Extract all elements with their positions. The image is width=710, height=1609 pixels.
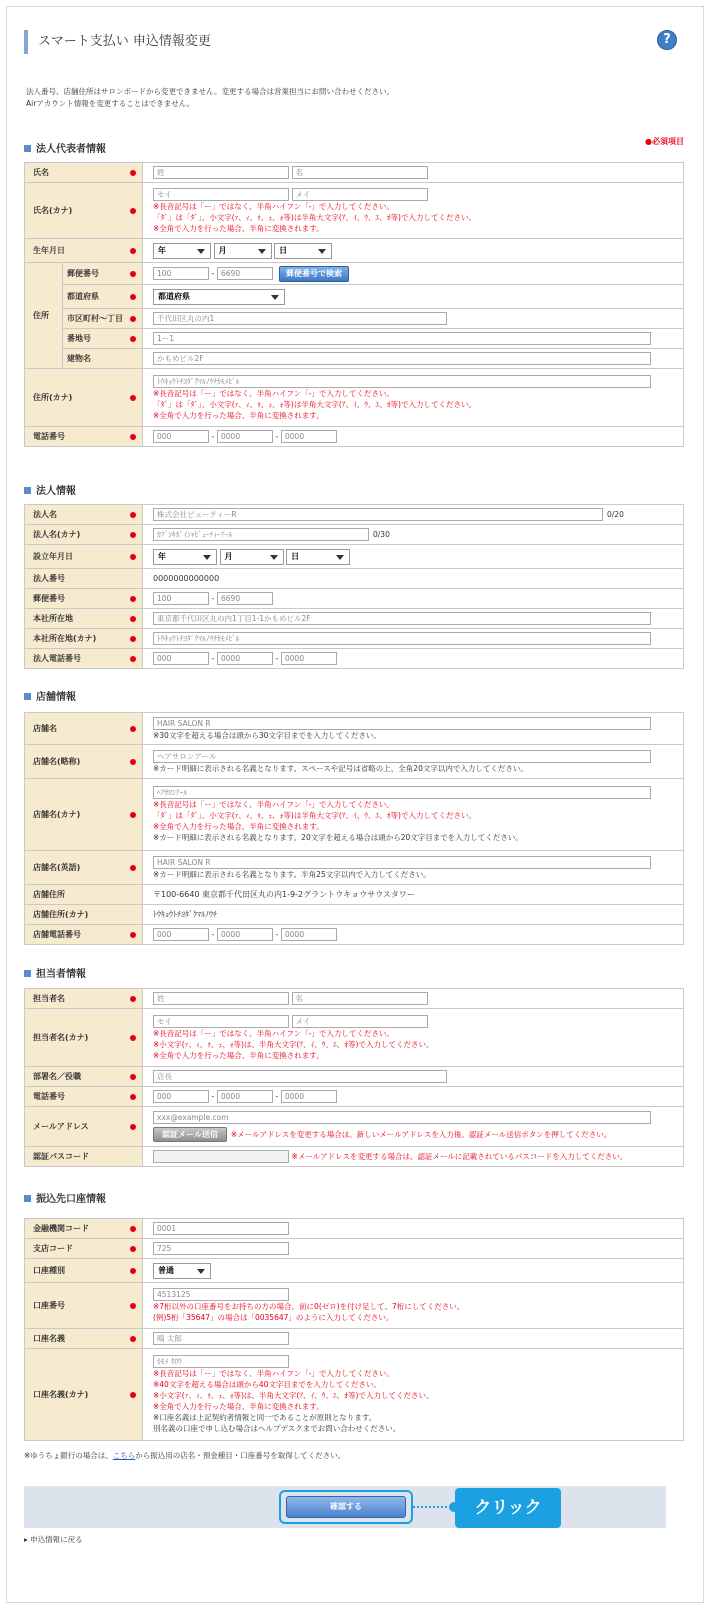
required-dot — [130, 726, 136, 732]
corp-name-input[interactable]: 株式会社ビューティーR — [153, 508, 603, 521]
kana-note: 「ﾀﾞ」は「ﾀﾞ」、小文字(ｧ、ｨ、ｩ、ｪ、ｫ等)は半角大文字(ｱ、ｲ、ｳ、ｴ、ｵ等)で入力してください。 — [153, 399, 476, 409]
confirm-button[interactable]: 確認する — [286, 1496, 406, 1518]
branch-code-input[interactable]: 725 — [153, 1242, 289, 1255]
yucho-footnote: ※ゆうちょ銀行の場合は、こちらから振込用の店名・預金種目・口座番号を取得してください。 — [24, 1451, 346, 1460]
label-branch: 支店コード — [25, 1239, 143, 1259]
last-name-kana-input[interactable]: セイ — [153, 188, 289, 201]
label-corp-phone: 法人電話番号 — [25, 649, 143, 669]
required-dot — [130, 759, 136, 765]
store-phone1-input[interactable]: 000 — [153, 928, 209, 941]
label-holder-kana: 口座名義(カナ) — [25, 1349, 143, 1441]
bldg-input[interactable]: かもめビル2F — [153, 352, 651, 365]
page-notice — [26, 86, 686, 110]
dept-input[interactable]: 店長 — [153, 1070, 447, 1083]
corp-zip1-input[interactable]: 100 — [153, 592, 209, 605]
required-dot — [130, 656, 136, 662]
block-input[interactable]: 1ー1 — [153, 332, 651, 345]
label-hq: 本社所在地 — [25, 609, 143, 629]
section-title-corp-rep: 法人代表者情報 — [24, 142, 106, 158]
zip2-input[interactable]: 6690 — [217, 267, 273, 280]
label-store-phone: 店舗電話番号 — [25, 925, 143, 945]
mail-input[interactable]: xxx@example.com — [153, 1111, 651, 1124]
store-kana-input[interactable]: ﾍｱｻﾛﾝｱｰﾙ — [153, 786, 651, 799]
staff-phone3-input[interactable]: 0000 — [281, 1090, 337, 1103]
required-dot — [130, 932, 136, 938]
label-est: 設立年月日 — [25, 545, 143, 569]
birth-year-select[interactable]: 年 — [153, 243, 211, 259]
first-name-kana-input[interactable]: メイ — [292, 188, 428, 201]
label-corp-zip: 郵便番号 — [25, 589, 143, 609]
kana-note: ※全角で入力を行った場合、半角に変換されます。 — [153, 410, 324, 420]
label-name-kana: 氏名(カナ) — [25, 183, 143, 239]
label-inst: 金融機関コード — [25, 1219, 143, 1239]
label-corp-kana: 法人名(カナ) — [25, 525, 143, 545]
label-acct-type: 口座種別 — [25, 1259, 143, 1283]
required-dot — [130, 865, 136, 871]
required-dot — [130, 395, 136, 401]
kana-note: ※全角で入力を行った場合、半角に変換されます。 — [153, 223, 324, 233]
holder-note: 別名義の口座で申し込む場合はヘルプデスクまでお問い合わせください。 — [153, 1424, 401, 1433]
store-addr-kana-value: ﾄｳｷｮｳﾄﾁﾖﾀﾞｸﾏﾙﾉｳﾁ — [153, 910, 217, 919]
required-dot — [130, 1226, 136, 1232]
required-dot — [130, 512, 136, 518]
section-title-bank: 振込先口座情報 — [24, 1192, 106, 1208]
store-name-input[interactable]: HAIR SALON R — [153, 717, 651, 730]
label-block: 番地号 — [63, 329, 143, 349]
last-name-input[interactable]: 姓 — [153, 166, 289, 179]
required-dot — [130, 208, 136, 214]
birth-month-select[interactable]: 月 — [214, 243, 272, 259]
section-title-store: 店舗情報 — [24, 690, 76, 706]
kana-note: ※小文字(ｧ、ｨ、ｩ、ｪ、ｫ等)は、半角大文字(ｱ、ｲ、ｳ、ｴ、ｵ等)で入力してください。 — [153, 1039, 434, 1049]
required-dot — [130, 554, 136, 560]
acct-note: ※7桁以外の口座番号をお持ちの方の場合、前に0(ゼロ)を付け足して、7桁にしてください。 — [153, 1302, 465, 1311]
notice-line: 法人番号、店舗住所はサロンボードから変更できません。変更する場合は営業担当にお問い合わせください。 — [26, 87, 394, 96]
store-name-note: ※30文字を超える場合は頭から30文字目までを入力してください。 — [153, 730, 381, 740]
staff-table: 担当者名 姓 名 担当者名(カナ) セイ メイ ※長音記号は「ー」ではなく、半角ハイフン「-」で入力してください。 ※小文字(ｧ、ｨ、ｩ、ｪ、ｫ等)は、半角大文字(ｱ、ｲ、ｳ、ｴ、ｵ等)で入力してください。 ※全角で入力を行った場合、半角に変換されます。 部署名／役職 店長 電話番号 000 - 0000 - 0000 メールアドレス xxx@example.com 認証メール送信 ※メールアドレスを変更する場合は、新しいメールアドレスを入力後、認証メール送信ボタンを押してください。 認証パスコード ※メールアドレスを変更する場合は、認証メールに記載されているパスコードを入力してください。 — [24, 988, 684, 1167]
store-table: 店舗名 HAIR SALON R ※30文字を超える場合は頭から30文字目までを入力してください。 店舗名(略称) ヘアサロンアール ※カード明細に表示される名義となります。スペースや記号は省略の上、全角20文字以内で入力してください。 店舗名(カナ) ﾍｱｻﾛﾝｱｰﾙ ※長音記号は「ー」ではなく、半角ハイフン「-」で入力してください。 「ﾀﾞ」は「ﾀﾞ」、小文字(ｧ、ｨ、ｩ、ｪ、ｫ等)は半角大文字(ｱ、ｲ、ｳ、ｴ、ｵ等)で入力してください。 ※全角で入力を行った場合、半角に変換されます。 ※カード明細に表示される名義となります。20文字を超える場合は頭から20文字目までを入力してください。 店舗名(英語) HAIR SALON R ※カード明細に表示される名義となります。半角25文字以内で入力してください。 店舗住所 〒100-6640 東京都千代田区丸の内1-9-2グラントウキョウサウスタワー 店舗住所(カナ) ﾄｳｷｮｳﾄﾁﾖﾀﾞｸﾏﾙﾉｳﾁ 店舗電話番号 000 - 0000 - 0000 — [24, 712, 684, 945]
label-addr-kana: 住所(カナ) — [25, 369, 143, 427]
yucho-link[interactable]: こちら — [112, 1451, 136, 1460]
section-title-corp: 法人情報 — [24, 484, 76, 500]
required-dot — [130, 434, 136, 440]
passcode-input[interactable] — [153, 1150, 289, 1163]
kana-note: 「ﾀﾞ」は「ﾀﾞ」、小文字(ｧ、ｨ、ｩ、ｪ、ｫ等)は半角大文字(ｱ、ｲ、ｳ、ｴ、ｵ等)で入力してください。 — [153, 212, 476, 222]
label-dept: 部署名／役職 — [25, 1067, 143, 1087]
staff-kana-first-input[interactable]: メイ — [292, 1015, 428, 1028]
store-en-input[interactable]: HAIR SALON R — [153, 856, 651, 869]
kana-note: ※長音記号は「ー」ではなく、半角ハイフン「-」で入力してください。 — [153, 388, 394, 398]
label-acct-num: 口座番号 — [25, 1283, 143, 1329]
holder-note: ※口座名義は上記契約者情報と同一であることが原則となります。 — [153, 1413, 377, 1422]
staff-first-input[interactable]: 名 — [292, 992, 428, 1005]
first-name-input[interactable]: 名 — [292, 166, 428, 179]
store-phone2-input[interactable]: 0000 — [217, 928, 273, 941]
corp-phone2-input[interactable]: 0000 — [217, 652, 273, 665]
corp-zip2-input[interactable]: 6690 — [217, 592, 273, 605]
birth-day-select[interactable]: 日 — [274, 243, 332, 259]
label-staff-name: 担当者名 — [25, 989, 143, 1009]
required-dot — [130, 1124, 136, 1130]
label-phone: 電話番号 — [25, 427, 143, 447]
phone1-input[interactable]: 000 — [153, 430, 209, 443]
phone2-input[interactable]: 0000 — [217, 430, 273, 443]
addr-kana-input[interactable]: ﾄｳｷｮｳﾄﾁﾖﾀﾞｸﾏﾙﾉｳﾁｶﾓﾒﾋﾞﾙ — [153, 375, 651, 388]
required-dot — [130, 1074, 136, 1080]
kana-note: ※長音記号は「ー」ではなく、半角ハイフン「-」で入力してください。 — [153, 1369, 394, 1378]
store-short-note: ※カード明細に表示される名義となります。スペースや記号は省略の上、全角20文字以内で入力してください。 — [153, 763, 528, 773]
send-auth-mail-button[interactable]: 認証メール送信 — [153, 1127, 227, 1142]
kana-note: ※長音記号は「ー」ではなく、半角ハイフン「-」で入力してください。 — [153, 1028, 394, 1038]
label-name: 氏名 — [25, 163, 143, 183]
inst-code-input[interactable]: 0001 — [153, 1222, 289, 1235]
label-holder: 口座名義 — [25, 1329, 143, 1349]
label-store-name: 店舗名 — [25, 713, 143, 745]
required-dot — [130, 1268, 136, 1274]
label-address: 住所 — [25, 263, 63, 369]
phone3-input[interactable]: 0000 — [281, 430, 337, 443]
est-year-select[interactable]: 年 — [153, 549, 217, 565]
label-pref: 都道府県 — [63, 285, 143, 309]
char-counter: 0/20 — [607, 510, 624, 519]
staff-kana-last-input[interactable]: セイ — [153, 1015, 289, 1028]
holder-input[interactable]: 鴎 太郎 — [153, 1332, 289, 1345]
required-dot — [130, 1246, 136, 1252]
label-store-en: 店舗名(英語) — [25, 851, 143, 885]
store-phone3-input[interactable]: 0000 — [281, 928, 337, 941]
label-store-addr-kana: 店舗住所(カナ) — [25, 905, 143, 925]
zip-search-button[interactable]: 郵便番号で検索 — [279, 266, 349, 282]
label-passcode: 認証パスコード — [25, 1147, 143, 1167]
label-corp-num: 法人番号 — [25, 569, 143, 589]
kana-note: ※長音記号は「ー」ではなく、半角ハイフン「-」で入力してください。 — [153, 201, 394, 211]
passcode-note: ※メールアドレスを変更する場合は、認証メールに記載されているパスコードを入力してください。 — [291, 1152, 628, 1161]
pref-select[interactable]: 都道府県 — [153, 289, 285, 305]
staff-phone1-input[interactable]: 000 — [153, 1090, 209, 1103]
help-icon[interactable]: ? — [657, 30, 677, 50]
hq-kana-input[interactable]: ﾄｳｷｮｳﾄﾁﾖﾀﾞｸﾏﾙﾉｳﾁｶﾓﾒﾋﾞﾙ — [153, 632, 651, 645]
staff-phone2-input[interactable]: 0000 — [217, 1090, 273, 1103]
required-dot — [130, 812, 136, 818]
holder-kana-input[interactable]: ｶﾓﾒ ﾀﾛｳ — [153, 1355, 289, 1368]
bank-table — [24, 1218, 684, 1441]
required-dot — [130, 1094, 136, 1100]
required-dot — [130, 294, 136, 300]
zip1-input[interactable]: 100 — [153, 267, 209, 280]
required-dot — [130, 616, 136, 622]
required-dot — [130, 170, 136, 176]
acct-type-select[interactable]: 普通 — [153, 1263, 211, 1279]
required-dot — [130, 1035, 136, 1041]
notice-line: Airアカウント情報を変更することはできません。 — [26, 99, 195, 108]
corp-table: 法人名 株式会社ビューティーR 0/20 法人名(カナ) ｶﾌﾞｼｷｶﾞｲｼｬﾋﾞｭｰﾃｨｰｱｰﾙ 0/30 設立年月日 年 月 日 法人番号 0000000000000 郵便番号 100 - 6690 本社所在地 東京都千代田区丸の内1丁目1-1かもめビル2F 本社所在地(カナ) ﾄｳｷｮｳﾄﾁﾖﾀﾞｸﾏﾙﾉｳﾁｶﾓﾒﾋﾞﾙ 法人電話番号 000 - 0000 - 0000 — [24, 504, 684, 669]
char-counter: 0/30 — [373, 530, 390, 539]
required-dot — [130, 532, 136, 538]
required-dot — [130, 596, 136, 602]
label-bldg: 建物名 — [63, 349, 143, 369]
required-dot — [130, 336, 136, 342]
label-hq-kana: 本社所在地(カナ) — [25, 629, 143, 649]
label-zip: 郵便番号 — [63, 263, 143, 285]
corp-phone3-input[interactable]: 0000 — [281, 652, 337, 665]
kana-note: ※全角で入力を行った場合、半角に変換されます。 — [153, 1402, 324, 1411]
kana-note: ※全角で入力を行った場合、半角に変換されます。 — [153, 1050, 324, 1060]
kana-note: ※長音記号は「ー」ではなく、半角ハイフン「-」で入力してください。 — [153, 800, 394, 809]
label-store-short: 店舗名(略称) — [25, 745, 143, 779]
label-store-kana: 店舗名(カナ) — [25, 779, 143, 851]
est-day-select[interactable]: 日 — [286, 549, 350, 565]
required-dot — [130, 1303, 136, 1309]
required-dot — [130, 1392, 136, 1398]
est-month-select[interactable]: 月 — [220, 549, 284, 565]
city-input[interactable]: 千代田区丸の内1 — [153, 312, 447, 325]
store-en-note: ※カード明細に表示される名義となります。半角25文字以内で入力してください。 — [153, 869, 431, 879]
label-store-addr: 店舗住所 — [25, 885, 143, 905]
page-title: スマート支払い 申込情報変更 — [24, 30, 211, 54]
kana-note: ※カード明細に表示される名義となります。20文字を超える場合は頭から20文字目までを入力してください。 — [153, 833, 523, 842]
kana-note: 「ﾀﾞ」は「ﾀﾞ」、小文字(ｧ、ｨ、ｩ、ｪ、ｫ等)は半角大文字(ｱ、ｲ、ｳ、ｴ、ｵ等)で入力してください。 — [153, 811, 476, 820]
staff-last-input[interactable]: 姓 — [153, 992, 289, 1005]
required-dot — [130, 248, 136, 254]
label-city: 市区町村～丁目 — [63, 309, 143, 329]
label-corp-name: 法人名 — [25, 505, 143, 525]
required-dot — [130, 636, 136, 642]
acct-note: (例)5桁「35647」の場合は「0035647」のように入力してください。 — [153, 1313, 394, 1322]
corp-phone1-input[interactable]: 000 — [153, 652, 209, 665]
corp-rep-table: 氏名 姓 名 氏名(カナ) セイ メイ ※長音記号は「ー」ではなく、半角ハイフン「-」で入力してください。 「ﾀﾞ」は「ﾀﾞ」、小文字(ｧ、ｨ、ｩ、ｪ、ｫ等)は半角大文字(ｱ、ｲ、ｳ、ｴ、ｵ等)で入力してください。 ※全角で入力を行った場合、半角に変換されます。 生年月日 年 月 日 住所 郵便番号 100 - 6690 郵便番号で検索 都道府県 都道府県 市区町村～丁目 千代田区丸の内1 番地号 1ー1 建物名 かもめビル2F 住所(カナ) ﾄｳｷｮｳﾄﾁﾖﾀﾞｸﾏﾙﾉｳﾁｶﾓﾒﾋﾞﾙ ※長音記号は「ー」ではなく、半角ハイフン「-」で入力してください。 「ﾀﾞ」は「ﾀﾞ」、小文字(ｧ、ｨ、ｩ、ｪ、ｫ等)は半角大文字(ｱ、ｲ、ｳ、ｴ、ｵ等)で入力してください。 ※全角で入力を行った場合、半角に変換されます。 電話番号 000 - 0000 - 0000 — [24, 162, 684, 447]
required-dot — [130, 996, 136, 1002]
kana-note: ※40文字を超える場合は頭から40文字目までを入力してください。 — [153, 1380, 381, 1389]
label-birth: 生年月日 — [25, 239, 143, 263]
required-dot — [130, 1336, 136, 1342]
required-dot — [130, 316, 136, 322]
required-legend: ●必須項目 — [645, 137, 684, 146]
label-mail: メールアドレス — [25, 1107, 143, 1147]
label-staff-phone: 電話番号 — [25, 1087, 143, 1107]
mail-note: ※メールアドレスを変更する場合は、新しいメールアドレスを入力後、認証メール送信ボタンを押してください。 — [230, 1130, 612, 1139]
store-short-input[interactable]: ヘアサロンアール — [153, 750, 651, 763]
hq-input[interactable]: 東京都千代田区丸の内1丁目1-1かもめビル2F — [153, 612, 651, 625]
label-staff-kana: 担当者名(カナ) — [25, 1009, 143, 1067]
kana-note: ※全角で入力を行った場合、半角に変換されます。 — [153, 822, 324, 831]
back-link[interactable]: ▸ 申込情報に戻る — [24, 1535, 83, 1544]
section-title-staff: 担当者情報 — [24, 967, 86, 983]
corp-num-value: 0000000000000 — [153, 574, 220, 583]
store-addr-value: 〒100-6640 東京都千代田区丸の内1-9-2グラントウキョウサウスタワー — [153, 890, 415, 899]
acct-num-input[interactable]: 4513125 — [153, 1288, 289, 1301]
corp-kana-input[interactable]: ｶﾌﾞｼｷｶﾞｲｼｬﾋﾞｭｰﾃｨｰｱｰﾙ — [153, 528, 369, 541]
click-callout: クリック — [455, 1488, 561, 1528]
kana-note: ※小文字(ｧ、ｨ、ｩ、ｪ、ｫ等)は、半角大文字(ｱ、ｲ、ｳ、ｴ、ｵ等)で入力してください。 — [153, 1391, 434, 1400]
required-dot — [130, 271, 136, 277]
